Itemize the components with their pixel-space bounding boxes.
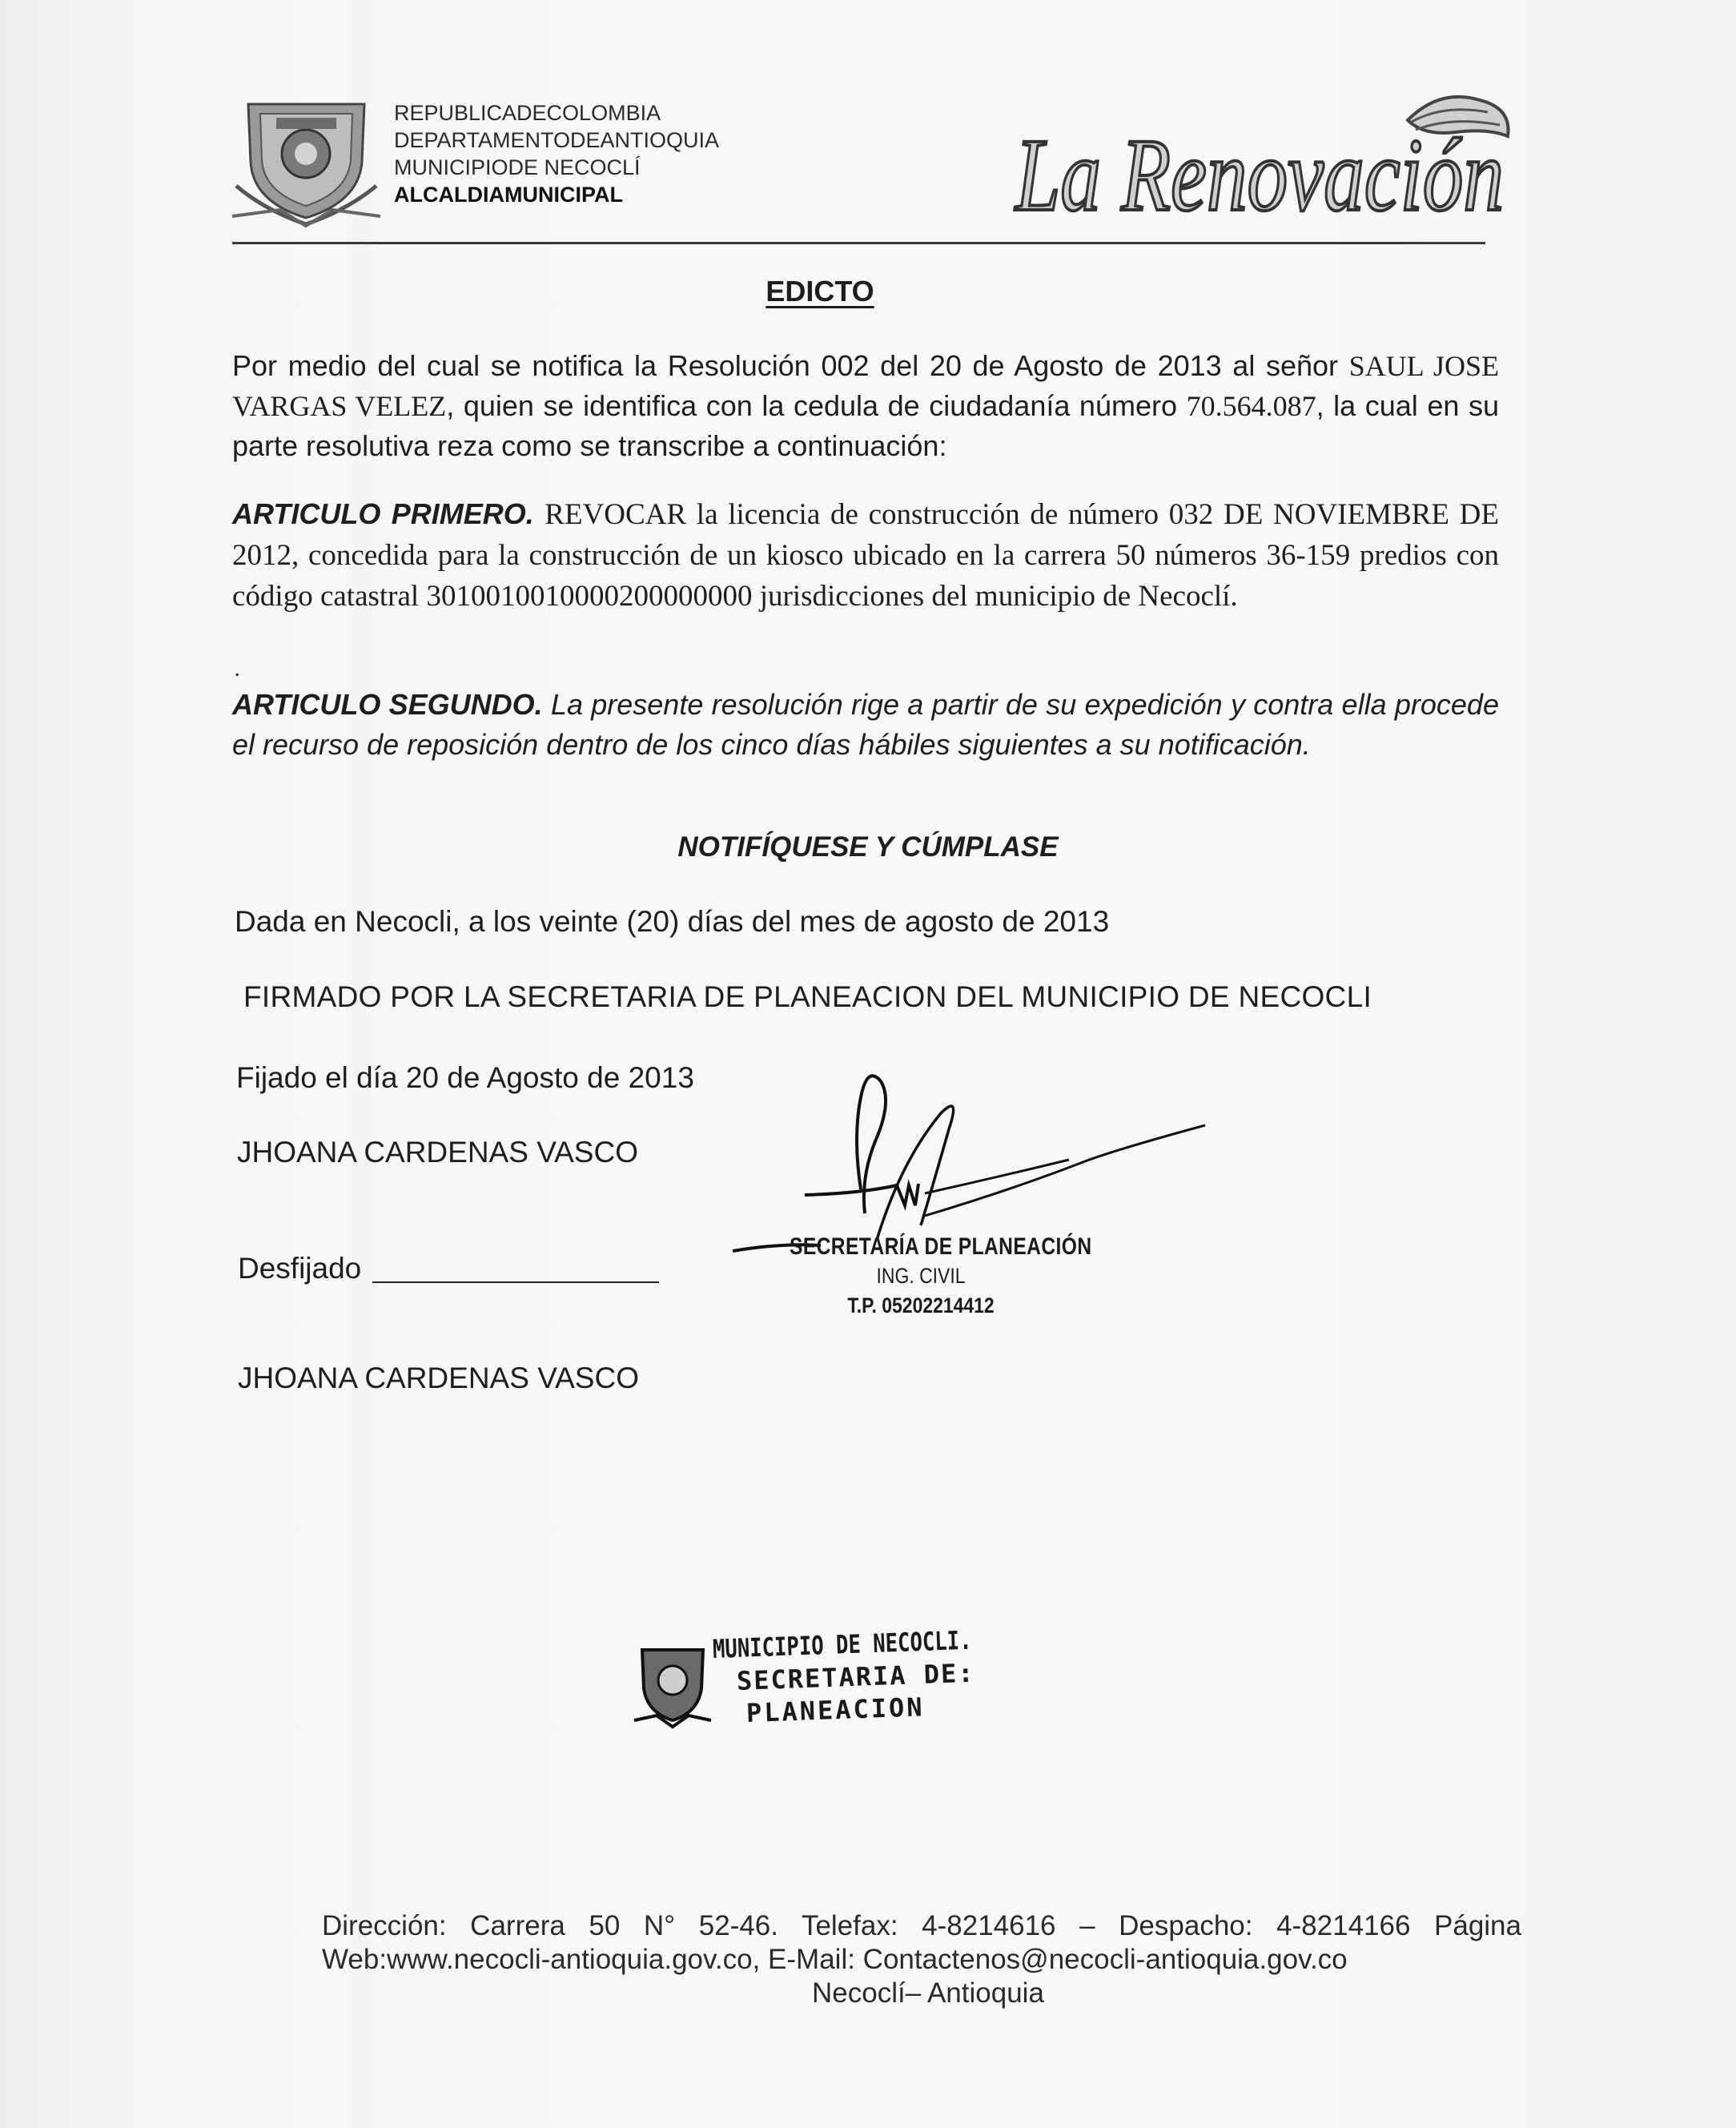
seal-planning: PLANEACION [745, 1692, 926, 1728]
coat-of-arms-icon [232, 90, 380, 230]
article-second-text: La presente resolución rige a partir de su expedición y contra ella procede el recurso de reposición dentro de los cinco días hábiles siguientes a su notificación. [232, 688, 1499, 761]
stray-dot: . [234, 655, 241, 682]
header-municipality: MUNICIPIODE NECOCLÍ [394, 155, 641, 179]
seal-icon [633, 1640, 713, 1728]
department-seal [712, 1624, 1037, 1728]
notify-heading: NOTIFÍQUESE Y CÚMPLASE [677, 831, 1059, 863]
stamp-office: SECRETARÍA DE PLANEACIÓN [790, 1233, 1092, 1260]
la-renovacion-logo [1007, 72, 1520, 240]
header-department: DEPARTAMENTODEANTIOQUIA [394, 128, 720, 152]
seal-secretary: SECRETARIA DE: [736, 1657, 976, 1696]
article-second-label: ARTICULO SEGUNDO. [232, 688, 543, 721]
document-title: EDICTO [766, 275, 874, 308]
article-first [232, 494, 1499, 617]
stamp-title: ING. CIVIL [876, 1264, 966, 1288]
article-first-label: ARTICULO PRIMERO. [232, 497, 534, 530]
given-date: Dada en Necocli, a los veinte (20) días del mes de agosto de 2013 [235, 905, 1110, 938]
header-office: ALCALDIAMUNICIPAL [394, 183, 623, 207]
footer-web-email: Web:www.necocli-antioquia.gov.co, E-Mail: Contactenos@necocli-antioquia.gov.co [322, 1944, 1348, 1975]
footer-location: Necoclí– Antioquia [812, 1977, 1044, 2009]
unfixed-label: Desfijado [238, 1252, 362, 1285]
footer-address: Dirección: Carrera 50 N° 52-46. Telefax: 4-8214616 – Despacho: 4-8214166 Página [322, 1910, 1521, 1941]
footer [322, 1909, 1521, 2010]
unfixed-by-name: JHOANA CARDENAS VASCO [238, 1362, 639, 1394]
fixed-date: Fijado el día 20 de Agosto de 2013 [236, 1061, 694, 1094]
header-country: REPUBLICADECOLOMBIA [394, 101, 661, 125]
header-divider [232, 242, 1485, 244]
municipality-header [394, 99, 719, 208]
article-first-text: REVOCAR la licencia de construcción de número 032 DE NOVIEMBRE DE 2012, concedida para la construcción de un kiosco ubicado en la carrera 50 números 36-159 predios con código catastral 3010010010000200000000 jurisdicciones del municipio de Necoclí. [232, 498, 1499, 613]
signature-stamp [761, 1233, 1092, 1318]
fixed-by-name: JHOANA CARDENAS VASCO [237, 1136, 638, 1169]
handwritten-signature [733, 1065, 1213, 1257]
seal-municipality: MUNICIPIO DE NECOCLI. [712, 1624, 973, 1664]
intro-paragraph: Por medio del cual se notifica la Resolución 002 del 20 de Agosto de 2013 al señor SAUL JOSE VARGAS VELEZ, quien se identifica con la cedula de ciudadanía número 70.564.087, la cual en su parte resolutiva reza como se transcribe a continuación: [232, 349, 1499, 462]
article-second [232, 685, 1499, 765]
id-number: 70.564.087 [1186, 390, 1316, 422]
signed-by: FIRMADO POR LA SECRETARIA DE PLANEACION DEL MUNICIPIO DE NECOCLI [243, 980, 1372, 1013]
notified-person: SAUL JOSE VARGAS VELEZ [232, 350, 1499, 422]
unfixed-blank-line [372, 1281, 659, 1283]
stamp-license: T.P. 05202214412 [847, 1293, 995, 1317]
brand-text: La Renovación [1014, 118, 1504, 233]
